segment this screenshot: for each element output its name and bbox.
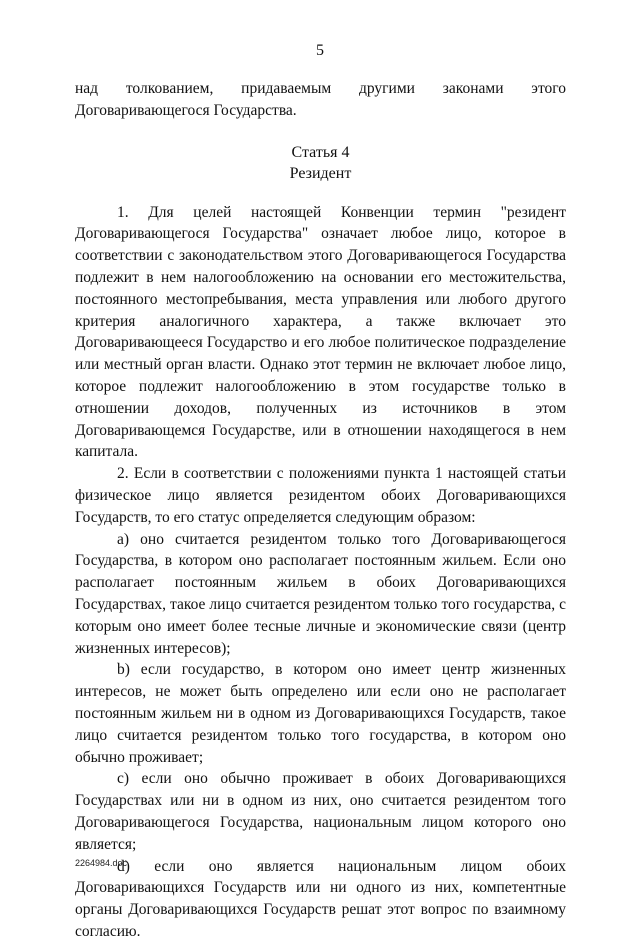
subparagraph-a: a) оно считается резидентом только того Договаривающегося Государства, в котором оно располагает постоянным жильем. Если оно располагает постоянным жильем в обоих Договаривающихся Государствах, такое лицо считается резидентом только того государства, с которым оно имеет более тесные личные и экономические связи (центр жизненных интересов); [75,530,566,657]
subparagraph-c: c) если оно обычно проживает в обоих Договаривающихся Государствах или ни в одном из них, оно считается резидентом того Договаривающегося Государства, национальным лицом которого оно является; [75,770,566,853]
subparagraph-b: b) если государство, в котором оно имеет центр жизненных интересов, не может быть определено или если оно не располагает постоянным жильем ни в одном из Договаривающихся Государств, такое лицо считается резидентом только того государства, в котором оно обычно проживает; [75,661,566,766]
document-footer: 2264984.doc [75,858,128,868]
paragraph-2: 2. Если в соответствии с положениями пункта 1 настоящей статьи физическое лицо является резидентом обоих Договаривающихся Государств, то его статус определяется следующим образом: [75,465,566,526]
subparagraph-d: d) если оно является национальным лицом обоих Договаривающихся Государств или ни одного из них, компетентные органы Договаривающихся Государств решат этот вопрос по взаимному согласию. [75,857,566,940]
article-title: Резидент [289,164,352,182]
page-number: 5 [316,42,324,59]
paragraph-1: 1. Для целей настоящей Конвенции термин "резидент Договаривающегося Государства" означает любое лицо, которое в соответствии с законодательством этого Договаривающегося Государства подлежит в нем налогообложению на основании его местожительства, постоянного местопребывания, места управления или любого другого критерия аналогичного характера, а также включает это Договаривающееся Государство и его любое политическое подразделение или местный орган власти. Однако этот термин не включает любое лицо, которое подлежит налогообложению в этом государстве только в отношении доходов, полученных из источников в этом Договаривающемся Государстве, или в отношении находящегося в нем капитала. [75,203,566,461]
document-body [75,78,566,943]
intro-paragraph: над толкованием, придаваемым другими законами этого Договаривающегося Государства. [75,80,566,119]
article-number: Статья 4 [291,143,350,161]
